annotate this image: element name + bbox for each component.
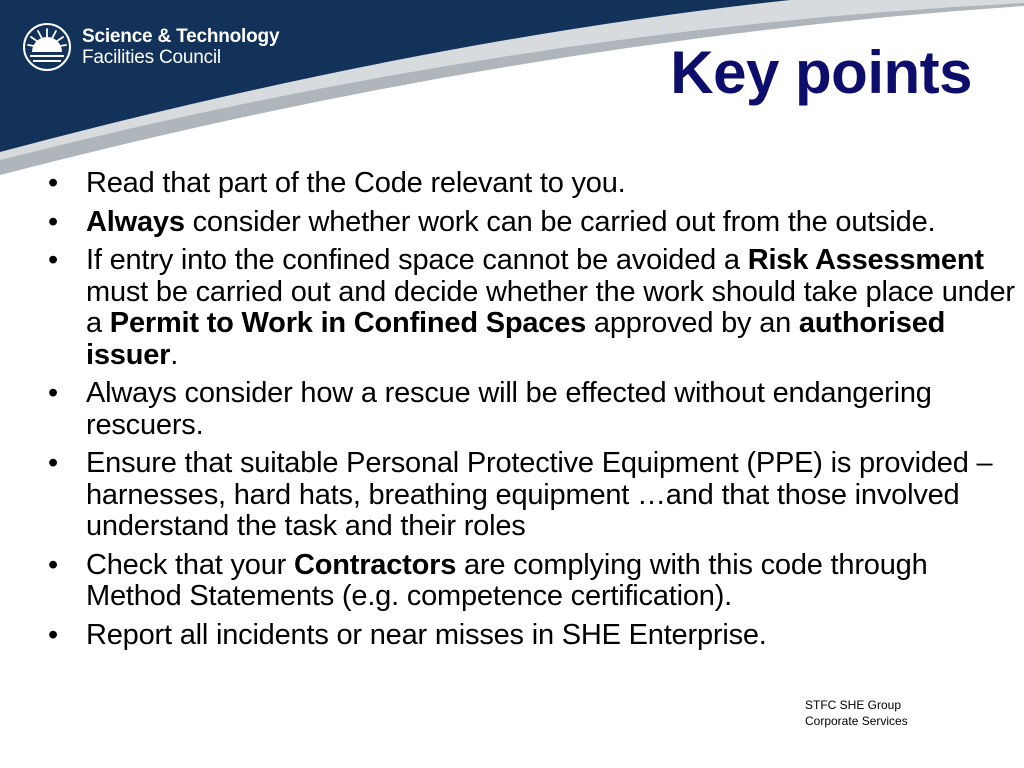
sunburst-icon bbox=[22, 22, 72, 72]
logo-line-1: Science & Technology bbox=[82, 26, 280, 47]
logo-line-2: Facilities Council bbox=[82, 47, 221, 68]
footer-line-1: STFC SHE Group bbox=[805, 698, 902, 712]
logo-wordmark bbox=[82, 26, 279, 68]
bullet-item: • Read that part of the Code relevant to you. bbox=[48, 168, 1018, 200]
bullet-list bbox=[48, 168, 1018, 658]
bullet-item: • Ensure that suitable Personal Protective Equipment (PPE) is provided – harnesses, hard hats, breathing equipment …and that those involved understand the task and their roles bbox=[48, 448, 1018, 543]
bullet-item: • Always consider how a rescue will be effected without endangering rescuers. bbox=[48, 378, 1018, 441]
stfc-logo bbox=[22, 22, 279, 72]
slide-title: Key points bbox=[670, 39, 972, 106]
bullet-item: • If entry into the confined space cannot be avoided a Risk Assessment must be carried out and decide whether the work should take place under a Permit to Work in Confined Spaces approved by an authorised issuer. bbox=[48, 245, 1018, 371]
footer-line-2: Corporate Services bbox=[805, 714, 908, 728]
footer-credit bbox=[805, 697, 908, 729]
bullet-item: • Always consider whether work can be carried out from the outside. bbox=[48, 207, 1018, 239]
bullet-item: • Check that your Contractors are complying with this code through Method Statements (e.g. competence certification). bbox=[48, 550, 1018, 613]
bullet-item: • Report all incidents or near misses in SHE Enterprise. bbox=[48, 620, 1018, 652]
